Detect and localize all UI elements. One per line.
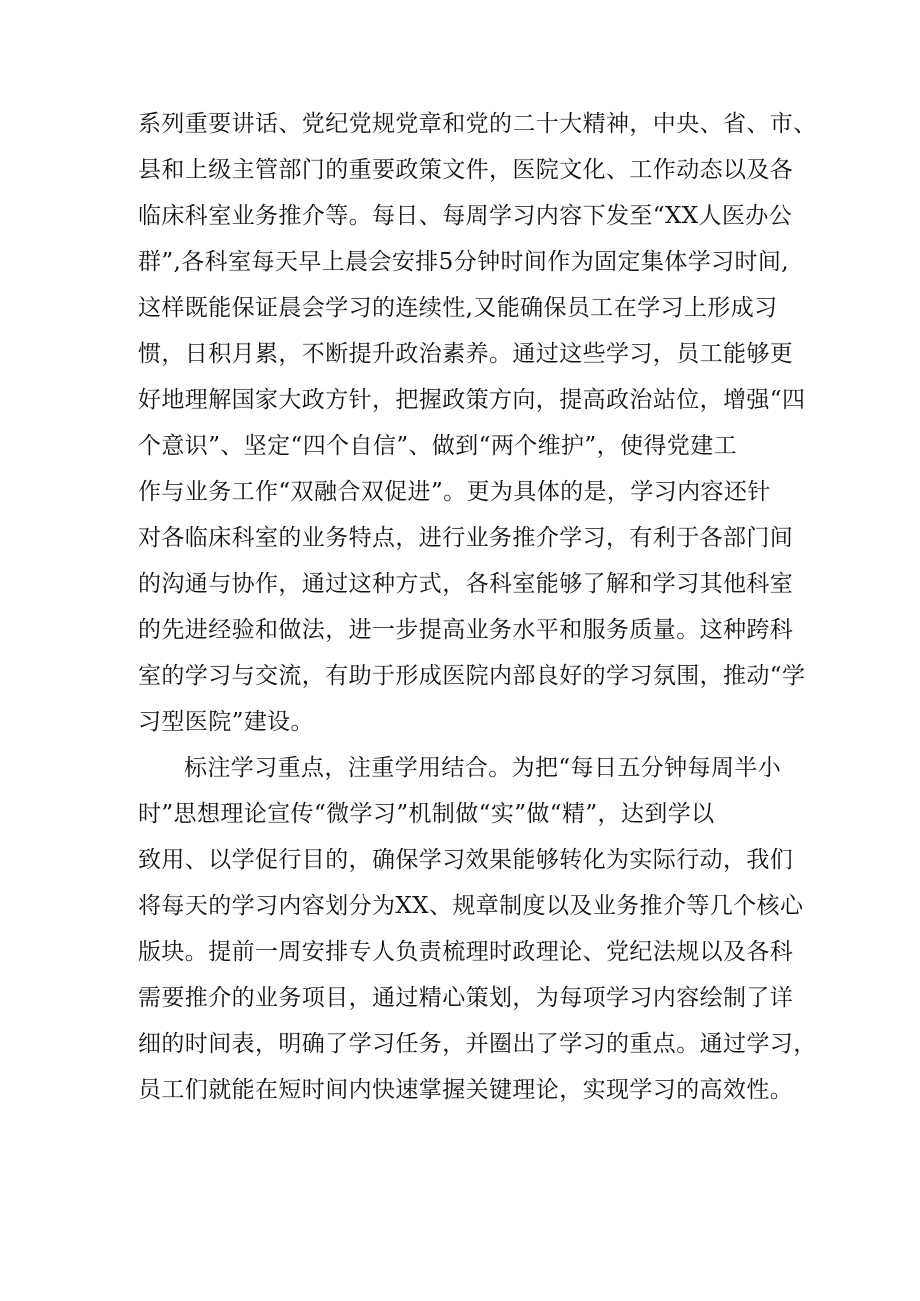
text-line: 系列重要讲话、党纪党规党章和党的二十大精神，中央、省、市、 [138,111,817,137]
text-line: 惯，日积月累，不断提升政治素养。通过这些学习，员工能够更 [138,341,794,367]
text-line: 版块。提前一周安排专人负责梳理时政理论、党纪法规以及各科 [138,939,794,965]
text-line: 对各临床科室的业务特点，进行业务推介学习，有利于各部门间 [138,525,794,551]
text-line: 的沟通与协作，通过这种方式，各科室能够了解和学习其他科室 [138,571,794,597]
text-line: 个意识”、坚定“四个自信”、做到“两个维护”，使得党建工 [138,433,737,459]
text-line: 这样既能保证晨会学习的连续性,又能确保员工在学习上形成习 [138,295,778,321]
text-line: 细的时间表，明确了学习任务，并圈出了学习的重点。通过学习， [138,1031,817,1057]
text-line: 县和上级主管部门的重要政策文件，医院文化、工作动态以及各 [138,157,794,183]
paragraph-study-focus [138,745,817,1113]
text-line: 室的学习与交流，有助于形成医院内部良好的学习氛围，推动“学 [138,663,806,689]
text-line: 习型医院”建设。 [138,709,314,735]
text-line: 群”,各科室每天早上晨会安排5分钟时间作为固定集体学习时间, [138,249,790,275]
text-line: 时”思想理论宣传“微学习”机制做“实”做“精”，达到学以 [138,801,715,827]
text-line: 将每天的学习内容划分为XX、规章制度以及业务推介等几个核心 [138,893,804,919]
text-line: 致用、以学促行目的，确保学习效果能够转化为实际行动，我们 [138,847,794,873]
text-line: 员工们就能在短时间内快速掌握关键理论，实现学习的高效性。 [138,1077,794,1103]
text-line: 作与业务工作“双融合双促进”。更为具体的是，学习内容还针 [138,479,771,505]
text-line: 临床科室业务推介等。每日、每周学习内容下发至“XX人医办公 [138,203,793,229]
text-line: 需要推介的业务项目，通过精心策划，为每项学习内容绘制了详 [138,985,794,1011]
paragraph-daily-study-content [138,101,817,745]
text-line: 的先进经验和做法，进一步提高业务水平和服务质量。这种跨科 [138,617,794,643]
text-line: 好地理解国家大政方针，把握政策方向，提高政治站位，增强“四 [138,387,806,413]
text-line-indented: 标注学习重点，注重学用结合。为把“每日五分钟每周半小 [184,755,782,781]
